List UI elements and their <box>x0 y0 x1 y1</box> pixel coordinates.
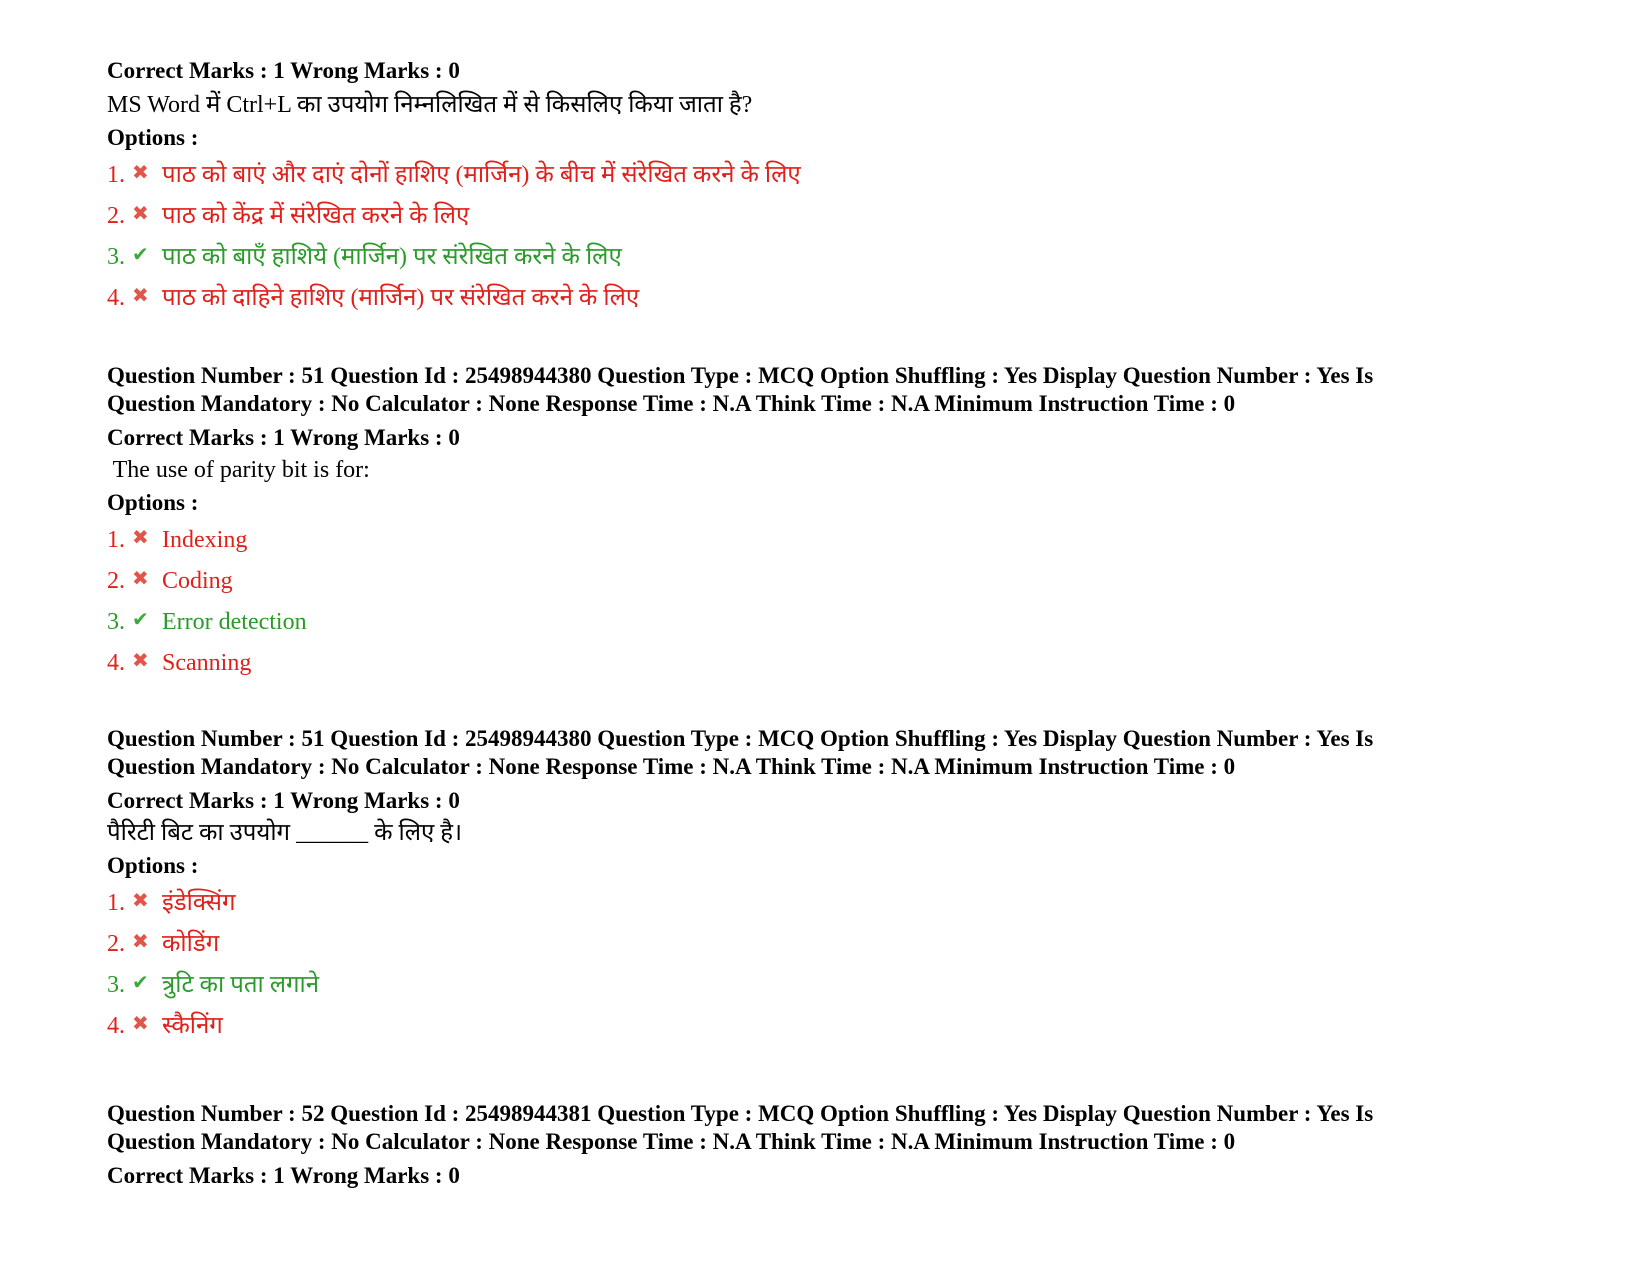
option-number: 4. <box>107 1013 125 1039</box>
option-number: 2. <box>107 568 125 594</box>
cross-icon: ✖ <box>132 888 149 912</box>
option-2 <box>107 194 1527 235</box>
question-block-51-english <box>107 362 1527 682</box>
option-4 <box>107 276 1527 317</box>
question-text: पैरिटी बिट का उपयोग ______ के लिए है। <box>107 820 463 846</box>
option-text: Indexing <box>162 527 248 553</box>
option-2 <box>107 922 1527 963</box>
question-text: The use of parity bit is for: <box>107 457 370 483</box>
marks-line: Correct Marks : 1 Wrong Marks : 0 <box>107 58 460 83</box>
option-number: 2. <box>107 203 125 229</box>
option-text: Error detection <box>162 609 307 635</box>
option-text: इंडेक्सिंग <box>162 890 236 916</box>
option-text: पाठ को बाएं और दाएं दोनों हाशिए (मार्जिन) के बीच में संरेखित करने के लिए <box>162 162 801 188</box>
cross-icon: ✖ <box>132 648 149 672</box>
option-1 <box>107 518 1527 559</box>
question-meta-line-2: Question Mandatory : No Calculator : None Response Time : N.A Think Time : N.A Minimum Instruction Time : 0 <box>107 754 1236 779</box>
option-number: 4. <box>107 650 125 676</box>
option-text: त्रुटि का पता लगाने <box>162 972 320 998</box>
cross-icon: ✖ <box>132 201 149 225</box>
cross-icon: ✖ <box>132 283 149 307</box>
option-text: Scanning <box>162 650 252 676</box>
option-4 <box>107 1004 1527 1045</box>
option-text: पाठ को दाहिने हाशिए (मार्जिन) पर संरेखित करने के लिए <box>162 285 640 311</box>
options-label: Options : <box>107 490 199 515</box>
question-text: MS Word में Ctrl+L का उपयोग निम्नलिखित में से किसलिए किया जाता है? <box>107 92 753 118</box>
option-number: 1. <box>107 890 125 916</box>
options-label: Options : <box>107 125 199 150</box>
question-meta-line-1: Question Number : 51 Question Id : 25498944380 Question Type : MCQ Option Shuffling : Yes Display Question Number : Yes Is <box>107 363 1374 388</box>
question-meta-line-2: Question Mandatory : No Calculator : None Response Time : N.A Think Time : N.A Minimum Instruction Time : 0 <box>107 391 1236 416</box>
option-text: Coding <box>162 568 233 594</box>
option-number: 2. <box>107 931 125 957</box>
check-icon: ✔ <box>132 970 149 994</box>
check-icon: ✔ <box>132 607 149 631</box>
options-label: Options : <box>107 853 199 878</box>
marks-line: Correct Marks : 1 Wrong Marks : 0 <box>107 788 460 813</box>
option-1 <box>107 153 1527 194</box>
question-meta-line-1: Question Number : 52 Question Id : 25498944381 Question Type : MCQ Option Shuffling : Yes Display Question Number : Yes Is <box>107 1101 1374 1126</box>
cross-icon: ✖ <box>132 1011 149 1035</box>
question-meta-line-2: Question Mandatory : No Calculator : None Response Time : N.A Think Time : N.A Minimum Instruction Time : 0 <box>107 1129 1236 1154</box>
option-2 <box>107 559 1527 600</box>
option-text: स्कैनिंग <box>162 1013 223 1039</box>
option-text: पाठ को बाएँ हाशिये (मार्जिन) पर संरेखित करने के लिए <box>162 244 622 270</box>
option-text: कोडिंग <box>162 931 220 957</box>
cross-icon: ✖ <box>132 525 149 549</box>
cross-icon: ✖ <box>132 566 149 590</box>
option-3 <box>107 235 1527 276</box>
cross-icon: ✖ <box>132 160 149 184</box>
question-meta-line-1: Question Number : 51 Question Id : 25498944380 Question Type : MCQ Option Shuffling : Yes Display Question Number : Yes Is <box>107 726 1374 751</box>
check-icon: ✔ <box>132 242 149 266</box>
option-3 <box>107 963 1527 1004</box>
cross-icon: ✖ <box>132 929 149 953</box>
option-number: 3. <box>107 244 125 270</box>
option-number: 3. <box>107 972 125 998</box>
marks-line: Correct Marks : 1 Wrong Marks : 0 <box>107 425 460 450</box>
question-block-52 <box>107 1100 1527 1190</box>
question-block-51-hindi <box>107 725 1527 1045</box>
marks-line: Correct Marks : 1 Wrong Marks : 0 <box>107 1163 460 1188</box>
option-text: पाठ को केंद्र में संरेखित करने के लिए <box>162 203 470 229</box>
option-number: 1. <box>107 162 125 188</box>
option-number: 3. <box>107 609 125 635</box>
option-1 <box>107 881 1527 922</box>
option-4 <box>107 641 1527 682</box>
option-number: 4. <box>107 285 125 311</box>
option-number: 1. <box>107 527 125 553</box>
question-block-ctrl-l <box>107 57 1527 317</box>
option-3 <box>107 600 1527 641</box>
